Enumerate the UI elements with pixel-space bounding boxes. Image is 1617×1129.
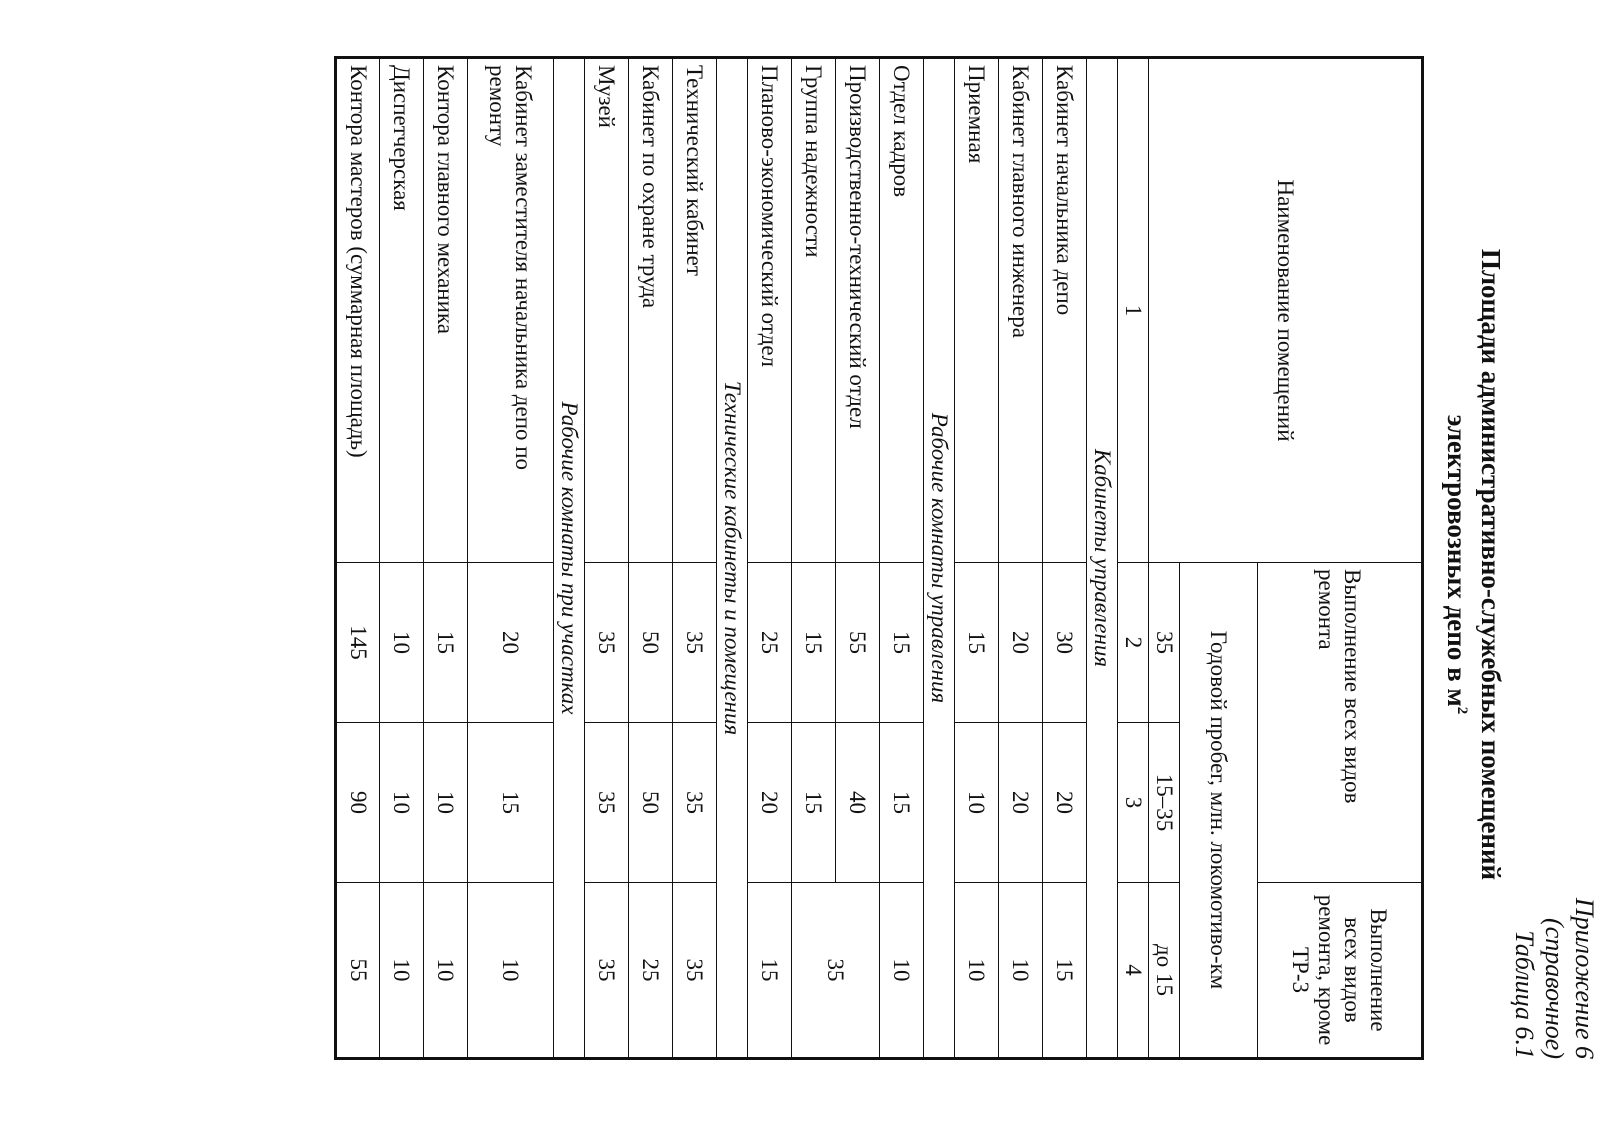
area-value: 30 [1043,563,1087,723]
table-row [380,58,424,1059]
room-name: Кабинет по охране труда [629,58,673,563]
area-value: 15 [880,723,924,883]
document-title [1442,60,1505,1069]
areas-table [334,56,1424,1060]
area-value: 25 [748,563,792,723]
area-value: 15 [792,563,836,723]
area-value: 50 [629,563,673,723]
appendix-number: Приложение 6 [1570,897,1599,1059]
table-row [585,58,629,1059]
room-name: Приемная [955,58,999,563]
header-annual-mileage: Годовой пробег, млн. локомотиво-км [1180,563,1258,1059]
header-range-15-35: 15–35 [1149,723,1180,883]
section-row [924,58,955,1059]
header-range-up-to-15: до 15 [1149,883,1180,1059]
section-title: Рабочие комнаты управления [924,58,955,1059]
area-value: 25 [629,883,673,1059]
table-row [424,58,468,1059]
table-row [955,58,999,1059]
room-name: Диспетчерская [380,58,424,563]
area-value-merged: 35 [792,883,880,1059]
area-value: 10 [955,883,999,1059]
room-name: Планово-экономический отдел [748,58,792,563]
area-value: 10 [424,723,468,883]
table-row [1043,58,1087,1059]
room-name: Кабинет заместителя начальника депо по ремонту [468,58,554,563]
appendix-type: (справочное) [1540,918,1569,1059]
room-name: Кабинет главного инженера [999,58,1043,563]
area-value: 10 [380,563,424,723]
table-row [629,58,673,1059]
room-name: Музей [585,58,629,563]
area-value: 35 [673,723,717,883]
column-number: 3 [1118,723,1149,883]
area-value: 40 [836,723,880,883]
table-row [468,58,554,1059]
table-row [880,58,924,1059]
area-value: 15 [792,723,836,883]
column-number: 1 [1118,58,1149,563]
area-value: 20 [999,563,1043,723]
section-title: Технические кабинеты и помещения [717,58,748,1059]
section-title: Кабинеты управления [1087,58,1118,1059]
area-value: 10 [380,883,424,1059]
area-value: 50 [629,723,673,883]
column-number: 2 [1118,563,1149,723]
area-value: 10 [880,883,924,1059]
area-value: 15 [955,563,999,723]
table-row [336,58,380,1059]
column-number-row [1118,58,1149,1059]
area-value: 20 [999,723,1043,883]
section-row [554,58,585,1059]
section-title: Рабочие комнаты при участках [554,58,585,1059]
area-value: 35 [585,883,629,1059]
table-number: Таблица 6.1 [1510,930,1539,1059]
area-value: 20 [748,723,792,883]
room-name: Кабинет начальника депо [1043,58,1087,563]
title-line-1: Площади административно-служебных помещений [1476,248,1506,881]
header-all-repairs: Выполнение всех видов ремонта [1258,563,1423,883]
title-line-2-text: электровозных депо в м [1442,414,1472,707]
area-value: 15 [468,723,554,883]
area-value: 15 [424,563,468,723]
area-value: 15 [1043,883,1087,1059]
column-number: 4 [1118,883,1149,1059]
title-line-2 [1442,60,1476,1069]
area-value: 10 [955,723,999,883]
area-value: 55 [836,563,880,723]
area-value: 15 [880,563,924,723]
appendix-label [1509,898,1599,1059]
header-range-35: 35 [1149,563,1180,723]
room-name: Контора главного механика [424,58,468,563]
area-value: 35 [585,723,629,883]
area-value: 35 [673,883,717,1059]
area-value: 10 [424,883,468,1059]
table-row [836,58,880,1059]
area-value: 15 [748,883,792,1059]
room-name: Производственно-технический отдел [836,58,880,563]
area-value: 10 [999,883,1043,1059]
area-value: 35 [673,563,717,723]
area-value: 10 [468,883,554,1059]
area-value: 10 [380,723,424,883]
header-row-groups [1258,58,1423,1059]
title-superscript: 2 [1454,706,1470,715]
room-name: Технический кабинет [673,58,717,563]
table-row [673,58,717,1059]
area-value: 35 [585,563,629,723]
area-value: 145 [336,563,380,723]
area-value: 20 [1043,723,1087,883]
room-name: Контора мастеров (суммарная площадь) [336,58,380,563]
table-row [748,58,792,1059]
area-value: 20 [468,563,554,723]
table-row [999,58,1043,1059]
header-name-column: Наименование помещений [1149,58,1423,563]
section-row [717,58,748,1059]
area-value: 90 [336,723,380,883]
area-value: 55 [336,883,380,1059]
room-name: Группа надежности [792,58,836,563]
room-name: Отдел кадров [880,58,924,563]
header-except-tr3: Выполнение всех видов ремонта, кроме ТР-3 [1258,883,1423,1059]
section-row [1087,58,1118,1059]
